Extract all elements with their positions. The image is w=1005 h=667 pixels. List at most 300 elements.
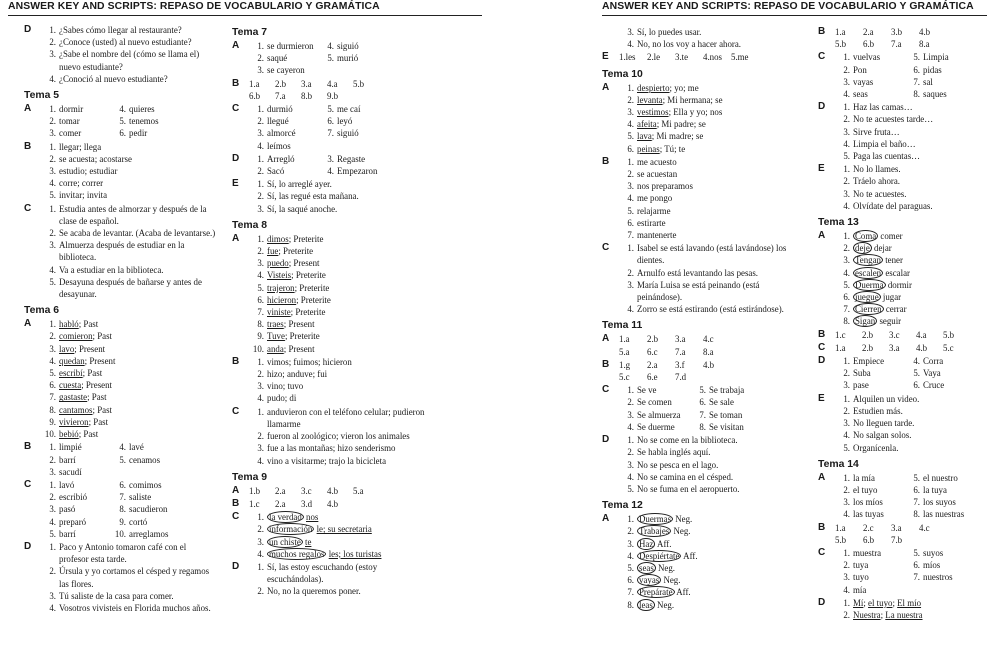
answer-item: [41, 541, 216, 565]
answer-row: [249, 127, 432, 139]
item-number: 6.: [647, 372, 654, 383]
answer-item: [675, 359, 703, 371]
left-column-1: [24, 24, 216, 615]
item-number: 7.: [843, 304, 850, 315]
tema7-e: E 1. Sí, lo arreglé ayer. 2. Sí, las regué esta mañana. 3. Sí, la saqué anoche.: [232, 178, 432, 215]
item-number: 5.: [913, 547, 920, 558]
answer-item: [835, 76, 905, 88]
tema10-a: A 1. despierto; yo; me 2. levanta; Mi hermana; se 3. vestimos; Ella y yo; nos 4. afeita; Mi padre; se 5. lava; Mi madre; se 6. peinas; Tú; te: [602, 82, 802, 155]
answer-text: estirarte: [637, 217, 666, 228]
answer-item: [249, 368, 432, 380]
answer-text: Olvídate del paraguas.: [853, 200, 933, 211]
item-number: 3.: [49, 240, 56, 251]
item-number: 5.: [627, 131, 634, 142]
answer-text: Va a estudiar en la biblioteca.: [59, 264, 164, 275]
answer-item: [249, 330, 432, 342]
answer-row: [41, 516, 216, 528]
answer-detail: dejar: [874, 243, 892, 254]
answer-detail: Preterite: [299, 282, 330, 293]
answer-item: [619, 574, 802, 586]
answer-text: vimos; fuimos; hicieron: [267, 356, 352, 367]
page-header: ANSWER KEY AND SCRIPTS: REPASO DE VOCABULARIO Y GRAMÁTICA: [8, 0, 482, 16]
item-number: 3.: [675, 359, 682, 370]
section-d: D 1. ¿Sabes cómo llegar al restaurante? 2. ¿Conoce (usted) al nuevo estudiante? 3. ¿Sabe el nombre del (cómo se llama el) nuevo estudiante? 4. ¿Conoció al nuevo estudiante?: [24, 24, 216, 85]
answer-text: estudio; estudiar: [59, 166, 118, 177]
answer-text: se cayeron: [267, 65, 305, 76]
answer-item: [835, 150, 998, 162]
answer-text: Zorro se está estirando (está estirándose).: [637, 304, 784, 315]
tema12-e: E 1. No lo llames. 2. Tráelo ahora. 3. No te acuestes. 4. Olvídate del paraguas.: [818, 163, 998, 212]
tema12-a: A 1. Duermas Neg. 2. Trabajes Neg. 3. Haz Aff. 4. Despiértate Aff. 5. seas Neg. 6. vayas Neg. 7. Prepárate Aff. 8. leas Neg.: [602, 513, 802, 611]
answer-item: [891, 522, 919, 534]
item-number: 6.: [647, 346, 654, 357]
answer-item: [835, 163, 998, 175]
answer-item: [41, 491, 111, 503]
tema14-b: B 1. a 2. c 3. a 4. c 5. b 6. b 7. b: [818, 522, 998, 546]
item-number: 3.: [49, 466, 56, 477]
tema11-d: D 1. No se come en la biblioteca. 2. Se habla inglés aquí. 3. No se pesca en el lago. 4. No se camina en el césped. 5. No se fuma en el aeropuerto.: [602, 434, 802, 495]
answer-item: [835, 279, 998, 291]
item-number: 3.: [627, 181, 634, 192]
answer-text: a: [841, 522, 846, 533]
answer-text: [637, 550, 802, 562]
item-number: 6.: [863, 534, 870, 545]
circled-word: la verdad: [269, 512, 302, 523]
answer-text: hicieron; Preterite: [267, 294, 331, 305]
item-number: 3.: [889, 329, 896, 340]
tema12-b: B 1. a 2. a 3. b 4. b 5. b 6. b 7. a 8. a: [818, 26, 998, 50]
answer-text: [637, 106, 802, 118]
tema12-c: C 1. vuelvas 5. Limpia 2. Pon 6. pidas 3. vayas 7. sal 4. seas 8. saques: [818, 51, 998, 100]
answer-item: [275, 90, 301, 102]
answer-item: [41, 141, 216, 153]
answer-text: [853, 267, 998, 279]
answer-text: Estudien más.: [853, 405, 903, 416]
answer-row: [249, 40, 432, 52]
tema9-e: E 1. les 2. le 3. te 4. nos 5. me: [602, 51, 802, 63]
answer-text: ¿Sabe el nombre del (cómo se llama el) nuevo estudiante?: [59, 49, 200, 72]
answer-word: cantamos: [59, 404, 93, 415]
answer-text: me: [737, 52, 749, 63]
answer-text: a: [255, 78, 260, 89]
answer-text: [637, 94, 802, 106]
answer-item: [619, 599, 802, 611]
answer-item: [111, 491, 201, 503]
answer-text: te: [681, 52, 689, 63]
answer-row: [835, 355, 998, 367]
answer-item: [863, 534, 891, 546]
answer-item: [249, 78, 275, 90]
answer-word: leas: [639, 599, 653, 610]
item-number: 8.: [49, 404, 56, 415]
answer-text: Regaste: [337, 153, 366, 164]
item-number: 1.: [257, 104, 264, 115]
answer-item: [619, 192, 802, 204]
answer-item: [703, 333, 731, 345]
item-number: 3.: [257, 381, 264, 392]
answer-item: [619, 384, 691, 396]
item-number: 8.: [919, 39, 926, 50]
item-number: 2.: [257, 116, 264, 127]
answer-row: [41, 441, 216, 453]
answer-item: [41, 516, 111, 528]
answer-text: saqué: [267, 53, 288, 64]
answer-item: [249, 90, 275, 102]
answer-item: [835, 367, 905, 379]
item-number: 1.: [627, 514, 634, 525]
answer-item: [835, 417, 998, 429]
answer-text: Empiece: [853, 356, 885, 367]
item-number: 1.: [627, 156, 634, 167]
tema9-c: C 1. la verdad nos 2. información le; su secretaria 3. un chiste te 4. muchos regalos les; los turistas: [232, 511, 432, 560]
answer-text: el tuyo: [853, 484, 878, 495]
answer-text: b: [868, 329, 874, 340]
tema9-b: B 1. c 2. a 3. d 4. b: [232, 498, 432, 510]
item-number: 5.: [327, 104, 334, 115]
item-number: 4.: [627, 119, 634, 130]
answer-detail: Preterite: [300, 294, 331, 305]
tema6-b: B 1. limpié 4. lavé 2. barrí 5. cenamos 3. sacudí: [24, 441, 216, 478]
answer-text: fue a las montañas; hizo senderismo: [267, 443, 396, 454]
answer-text: Suba: [853, 368, 871, 379]
answer-text: Sirve fruta…: [853, 126, 900, 137]
answer-item: [41, 479, 111, 491]
item-number: 1.: [49, 203, 56, 214]
item-number: 5.: [843, 442, 850, 453]
answer-item: [319, 103, 409, 115]
answer-row: [249, 153, 432, 165]
answer-word: habló: [59, 319, 79, 330]
answer-item: [249, 306, 432, 318]
answer-item: [919, 26, 947, 38]
answer-row: [249, 115, 432, 127]
item-number: 1.: [627, 82, 634, 93]
answer-item: [862, 342, 889, 354]
answer-text: [637, 525, 802, 537]
answer-text: tenemos: [129, 116, 159, 127]
answer-text: siguió: [337, 41, 359, 51]
answer-item: [41, 602, 216, 614]
answer-detail: tener: [885, 255, 903, 266]
item-number: 3.: [627, 27, 634, 37]
answer-detail: Present: [288, 319, 315, 330]
answer-text: Arregló: [267, 153, 295, 164]
answer-text: arreglamos: [129, 528, 169, 539]
item-number: 7.: [675, 346, 682, 357]
item-number: 4.: [843, 89, 850, 100]
item-number: 7.: [627, 230, 634, 241]
answer-item: [249, 343, 432, 355]
answer-text: viniste; Preterite: [267, 307, 326, 318]
answer-item: [41, 318, 216, 330]
answer-row: [835, 367, 998, 379]
item-number: 3.: [627, 279, 634, 290]
answer-row: [835, 559, 998, 571]
answer-text: Se comen: [637, 397, 672, 408]
answer-word: comieron: [59, 331, 93, 342]
answer-item: [327, 498, 353, 510]
tema6-d: D 1. Paco y Antonio tomaron café con el profesor esta tarde. 2. Úrsula y yo cortamos el césped y regamos las flores. 3. Tú saliste de la casa para comer. 4. Vosotros vivisteis en Florida muchos años.: [24, 541, 216, 614]
answer-item: [249, 380, 432, 392]
answer-text: c: [949, 342, 954, 353]
answer-text: a: [869, 27, 874, 37]
answer-item: [891, 26, 919, 38]
answer-text: a: [653, 359, 658, 370]
item-number: 1.: [49, 319, 56, 330]
answer-text: a: [681, 346, 686, 357]
item-number: 10.: [44, 429, 56, 440]
answer-item: [41, 177, 216, 189]
item-number: 2.: [862, 329, 869, 340]
answer-text: Se habla inglés aquí.: [637, 447, 711, 458]
answer-item: [919, 522, 947, 534]
tema9-a: A 1. b 2. a 3. c 4. b 5. a: [232, 485, 432, 497]
tema8-c: C 1. anduvieron con el teléfono celular; pudieron llamarme 2. fueron al zoológico; vieron los animales 3. fue a las montañas; hizo senderismo 4. vino a visitarme; trajo la bicicleta: [232, 406, 432, 467]
answer-item: [916, 329, 943, 341]
item-number: 1.: [843, 231, 850, 242]
answer-item: [835, 393, 998, 405]
answer-row: [619, 421, 802, 433]
answer-item: [111, 454, 201, 466]
answer-text: míos: [923, 560, 941, 571]
item-number: 7.: [699, 409, 706, 420]
answer-text: limpié: [59, 442, 82, 453]
item-number: 1.: [49, 479, 56, 490]
answer-text: a: [625, 346, 630, 357]
answer-item: [835, 138, 998, 150]
answer-text: Úrsula y yo cortamos el césped y regamos las flores.: [59, 566, 210, 589]
answer-text: a: [841, 342, 846, 353]
answer-item: [891, 534, 919, 546]
answer-item: [41, 590, 216, 602]
item-number: 5.: [327, 53, 334, 64]
answer-text: [637, 118, 802, 130]
item-number: 6.: [913, 64, 920, 75]
answer-text: sal: [923, 76, 933, 87]
answer-item: [891, 38, 919, 50]
item-number: 1.: [257, 153, 264, 164]
answer-item: [619, 118, 802, 130]
item-number: 2.: [257, 53, 264, 64]
tema6-a: A 1. habló; Past 2. comieron; Past 3. lavo; Present 4. quedan; Present 5. escribí; Past 6. cuesta; Present 7. gastaste; Past 8. cantamos; Past 9. vivieron; Past 10. bebió; Past: [24, 318, 216, 440]
tema13-a: A 1. Coma comer 2. deje dejar 3. Tengan tener 4. escalen escalar 5. Duerma dormir 6. juegue jugar 7. Cierren cerrar 8. Sigan seguir: [818, 230, 998, 328]
answer-item: [835, 88, 905, 100]
answer-text: Se visitan: [709, 421, 744, 432]
answer-item: [675, 333, 703, 345]
answer-text: Vosotros vivisteis en Florida muchos años.: [59, 602, 211, 613]
answer-item: [835, 291, 998, 303]
answer-row: [835, 26, 998, 38]
item-number: 6.: [119, 479, 126, 490]
item-number: 4.: [843, 138, 850, 149]
item-number: 2.: [49, 37, 56, 48]
answer-text: c: [625, 372, 630, 383]
answer-item: [863, 38, 891, 50]
answer-row: [835, 51, 998, 63]
answer-text: lavó: [59, 479, 75, 490]
item-number: 8.: [913, 89, 920, 100]
underlined-word: el tuyo: [868, 597, 893, 608]
tema5-b: B 1. llegar; llega 2. se acuesta; acostarse 3. estudio; estudiar 4. corre; correr 5. invitar; invita: [24, 141, 216, 202]
answer-text: tuya: [853, 560, 869, 571]
answer-text: vayas: [853, 76, 874, 87]
answer-word: Haz: [639, 538, 654, 549]
answer-text: b: [307, 90, 313, 101]
answer-text: Se trabaja: [709, 385, 745, 396]
answer-item: [835, 405, 998, 417]
answer-item: [41, 127, 111, 139]
answer-item: [835, 379, 905, 391]
answer-word: Sigan: [855, 316, 876, 327]
answer-row: [835, 64, 998, 76]
item-number: 5.: [731, 52, 738, 63]
answer-detail: Past: [93, 416, 109, 427]
answer-item: [41, 73, 216, 85]
answer-item: [249, 103, 319, 115]
answer-text: preparó: [59, 516, 87, 527]
right-column-1: [602, 26, 802, 612]
answer-text: b: [949, 329, 955, 340]
answer-item: [619, 513, 802, 525]
answer-item: [835, 429, 998, 441]
answer-detail: Preterite: [293, 233, 324, 244]
answer-text: Almuerza después de estudiar en la biblioteca.: [59, 240, 185, 263]
answer-text: b: [897, 27, 903, 37]
answer-text: [637, 513, 802, 525]
answer-item: [41, 227, 216, 239]
answer-item: [905, 355, 995, 367]
item-number: 3.: [889, 342, 896, 353]
answer-detail: Past: [87, 368, 103, 379]
answer-text: c: [307, 485, 312, 496]
item-number: 1.: [49, 541, 56, 552]
answer-item: [619, 156, 802, 168]
answer-item: [319, 52, 409, 64]
answer-text: g: [625, 359, 631, 370]
answer-text: Vaya: [923, 368, 941, 379]
answer-item: [319, 115, 409, 127]
answer-text: ¿Sabes cómo llegar al restaurante?: [59, 25, 182, 35]
answer-item: [619, 359, 647, 371]
item-number: 4.: [703, 359, 710, 370]
answer-word: Duermas: [639, 514, 672, 525]
answer-text: gastaste; Past: [59, 392, 107, 403]
answer-text: c: [841, 329, 846, 340]
item-number: 6.: [257, 294, 264, 305]
answer-item: [41, 239, 216, 263]
right-page: [505, 0, 1005, 667]
answer-item: [703, 51, 731, 63]
answer-text: puedo; Present: [267, 258, 320, 269]
answer-text: relajarme: [637, 205, 671, 216]
answer-word: escalen: [855, 267, 882, 278]
answer-detail: cerrar: [885, 304, 907, 315]
answer-text: a: [709, 346, 714, 357]
answer-row: [249, 64, 432, 76]
item-number: 7.: [891, 534, 898, 545]
item-number: 4.: [843, 200, 850, 211]
answer-text: fueron al zoológico; vieron los animales: [267, 431, 410, 442]
answer-text: quieres: [129, 104, 155, 115]
answer-item: [249, 318, 432, 330]
answer-detail: Past: [83, 429, 99, 440]
answer-detail: Past: [91, 392, 107, 403]
item-number: 2.: [257, 191, 264, 202]
answer-text: siguió: [337, 128, 359, 139]
answer-text: Corra: [923, 356, 944, 367]
item-number: 10.: [114, 528, 126, 539]
tema7-a: A 1. se durmieron 4. siguió 2. saqué 5. murió 3. se cayeron: [232, 40, 432, 77]
answer-item: [647, 359, 675, 371]
item-number: 4.: [627, 193, 634, 204]
item-number: 2.: [257, 431, 264, 442]
answer-item: [835, 26, 863, 38]
answer-text: anda; Present: [267, 343, 315, 354]
answer-item: [905, 508, 995, 520]
answer-text: a: [897, 39, 902, 50]
item-number: 2.: [843, 64, 850, 75]
item-number: 4.: [257, 455, 264, 466]
answer-item: [619, 538, 802, 550]
item-number: 2.: [843, 176, 850, 187]
answer-detail: Past: [83, 319, 99, 330]
answer-text: murió: [337, 53, 359, 64]
tema9-d: D 1. Sí, las estoy escuchando (estoy escuchándolas). 2. No, no la queremos poner.: [232, 561, 432, 598]
item-number: 8.: [913, 509, 920, 520]
answer-text: Haz las camas…: [853, 102, 913, 113]
item-number: 3.: [627, 107, 634, 118]
answer-word: Trabajes: [639, 526, 670, 537]
answer-word: fue: [267, 246, 279, 257]
item-number: 4.: [703, 334, 710, 345]
item-number: 6.: [913, 380, 920, 391]
item-number: 5.: [49, 190, 56, 201]
item-number: 4.: [327, 485, 334, 496]
answer-word: vestimos: [637, 107, 669, 118]
answer-item: [41, 276, 216, 300]
answer-word: vayas: [639, 575, 660, 586]
answer-text: Tuve; Preterite: [267, 331, 320, 342]
answer-text: Sí, lo puedes usar.: [637, 27, 702, 37]
answer-word: hicieron: [267, 294, 297, 305]
item-number: 4.: [913, 356, 920, 367]
item-number: 5.: [835, 39, 842, 50]
answer-text: me caí: [337, 104, 361, 115]
answer-item: [327, 78, 353, 90]
item-number: 1.: [627, 385, 634, 396]
answer-text: la mía: [853, 472, 875, 483]
item-number: 1.: [843, 393, 850, 404]
answer-word: levanta: [637, 94, 663, 105]
answer-text: Tú saliste de la casa para comer.: [59, 590, 174, 601]
item-number: 2.: [647, 52, 654, 63]
answer-item: [41, 441, 111, 453]
answer-text: saques: [923, 89, 947, 100]
answer-row: [619, 333, 802, 345]
answer-item: [619, 483, 802, 495]
tema12-d: D 1. Haz las camas… 2. No te acuestes tarde… 3. Sirve fruta… 4. Limpia el baño… 5. Paga las cuentas…: [818, 101, 998, 162]
answer-text: No se fuma en el aeropuerto.: [637, 483, 740, 494]
answer-item: [675, 51, 703, 63]
answer-item: [619, 586, 802, 598]
answer-item: [275, 78, 301, 90]
item-number: 4.: [843, 584, 850, 595]
answer-text: me acuesto: [637, 156, 677, 167]
answer-item: [301, 78, 327, 90]
item-number: 4.: [49, 178, 56, 189]
answer-text: la tuya: [923, 484, 947, 495]
answer-item: [703, 346, 731, 358]
